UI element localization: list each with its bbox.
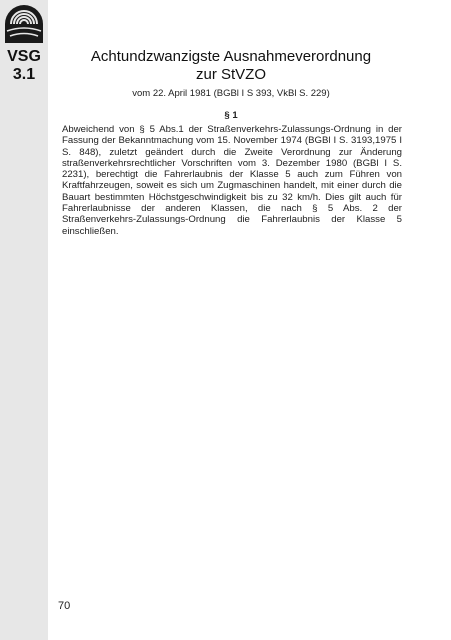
sidebar <box>0 0 48 640</box>
document-subtitle: vom 22. April 1981 (BGBl I S 393, VkBl S. 229) <box>132 88 330 99</box>
title-line-1: Achtundzwanzigste Ausnahmeverordnung <box>90 48 372 65</box>
swirl-logo-icon <box>4 4 44 44</box>
page-number: 70 <box>58 600 71 612</box>
document-title <box>60 48 402 84</box>
paragraph-heading: § 1 <box>224 110 238 121</box>
vsg-section-number: 3.1 <box>12 66 36 83</box>
body-paragraph: Abweichend von § 5 Abs.1 der Straßenverkehrs-Zulassungs-Ordnung in der Fassung der Bekanntmachung vom 15. November 1974 (BGBl I S. 3193,1975 I S. 848), zuletzt geändert durch die Zweite Verordnung zur Änderung straßenverkehrsrechtlicher Vorschriften vom 3. Dezember 1980 (BGBl I S. 2231), berechtigt die Fahrerlaubnis der Klasse 5 auch zum Führen von Kraftfahrzeugen, soweit es sich um Zugmaschinen handelt, mit einer durch die Bauart bestimmten Höchstgeschwindigkeit bis zu 32 km/h. Dies gilt auch für Fahrerlaubnisse der anderen Klassen, die nach § 5 Abs. 2 der Straßenverkehrs-Zulassungs-Ordnung die Fahrerlaubnis der Klasse 5 einschließen. <box>62 124 402 237</box>
vsg-code: VSG <box>7 48 41 65</box>
title-line-2: zur StVZO <box>195 66 266 83</box>
